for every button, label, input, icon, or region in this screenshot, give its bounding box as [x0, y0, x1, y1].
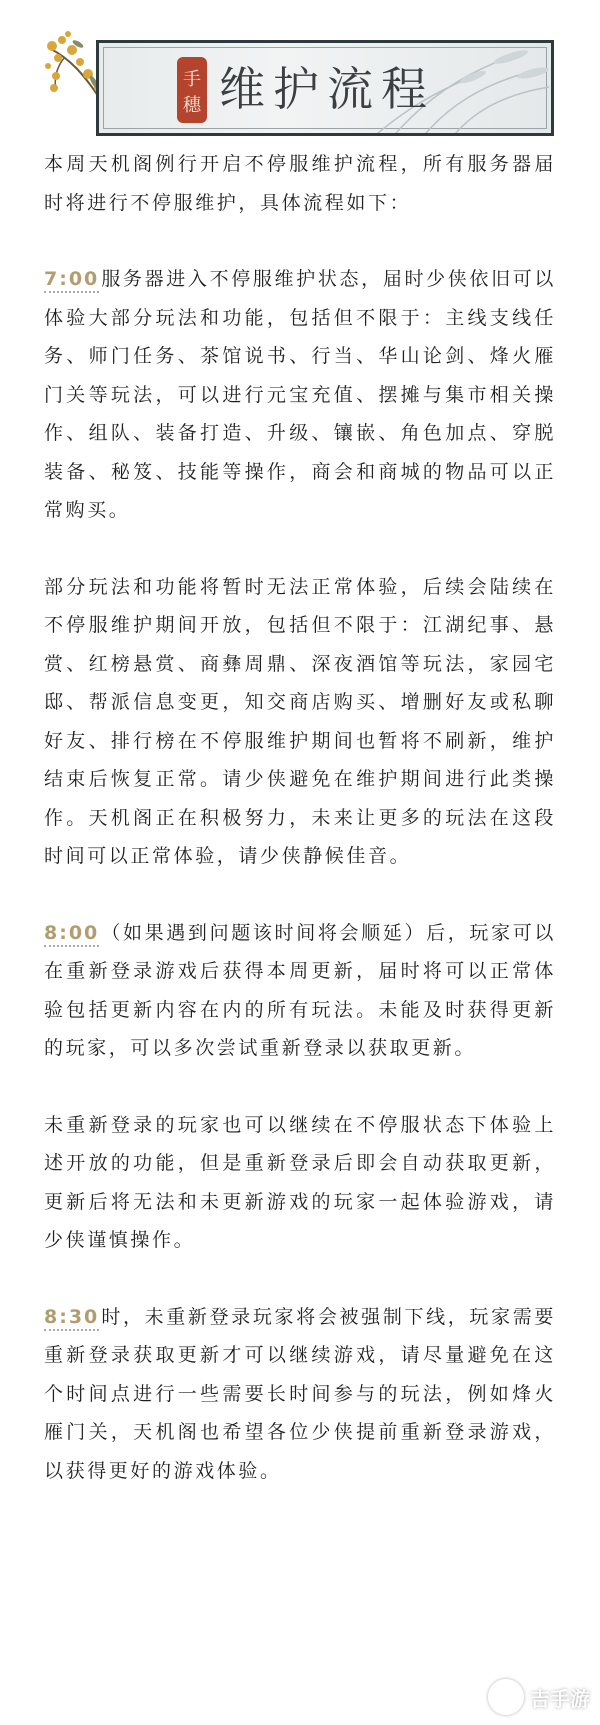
paragraph-text: 未重新登录的玩家也可以继续在不停服状态下体验上述开放的功能，但是重新登录后即会自动获取更新，更新后将无法和未更新游戏的玩家一起体验游戏，请少侠谨慎操作。 — [44, 1113, 556, 1251]
paragraph-partial-features — [44, 568, 556, 876]
time-label: 8:00 — [44, 922, 99, 947]
paragraph-8-30 — [44, 1298, 556, 1491]
paragraph-not-relogged — [44, 1106, 556, 1260]
paragraph-intro — [44, 145, 556, 222]
banner-frame — [96, 40, 554, 136]
banner-title: 维护流程 — [219, 62, 435, 116]
paragraph-text: （如果遇到问题该时间将会顺延）后，玩家可以在重新登录游戏后获得本周更新，届时将可以正常体验包括更新内容在内的所有玩法。未能及时获得更新的玩家，可以多次尝试重新登录以获取更新。 — [44, 921, 556, 1059]
time-label: 7:00 — [44, 268, 99, 293]
paragraph-text: 部分玩法和功能将暂时无法正常体验，后续会陆续在不停服维护期间开放，包括但不限于：江湖纪事、悬赏、红榜悬赏、商彝周鼎、深夜酒馆等玩法，家园宅邸、帮派信息变更，知交商店购买、增删好友或私聊好友、排行榜在不停服维护期间也暂将不刷新，维护结束后恢复正常。请少侠避免在维护期间进行此类操作。天机阁正在积极努力，未来让更多的玩法在这段时间可以正常体验，请少侠静候佳音。 — [44, 575, 556, 867]
article-body — [44, 145, 556, 1490]
paragraph-text: 服务器进入不停服维护状态，届时少侠依旧可以体验大部分玩法和功能，包括但不限于：主线支线任务、师门任务、茶馆说书、行当、华山论剑、烽火雁门关等玩法，可以进行元宝充值、摆摊与集市相关操作、组队、装备打造、升级、镶嵌、角色加点、穿脱装备、秘笈、技能等操作，商会和商城的物品可以正常购买。 — [44, 268, 556, 521]
svg-text:穗: 穗 — [183, 95, 201, 116]
paragraph-7-00 — [44, 260, 556, 530]
paragraph-text: 时，未重新登录玩家将会被强制下线，玩家需要重新登录获取更新才可以继续游戏，请尽量避免在这个时间点进行一些需要长时间参与的玩法，例如烽火雁门关，天机阁也希望各位少侠提前重新登录游戏，以获得更好的游戏体验。 — [44, 1305, 556, 1482]
watermark-logo-icon — [488, 1679, 524, 1715]
watermark-text: 吉手游 — [530, 1686, 590, 1711]
paragraph-text: 本周天机阁例行开启不停服维护流程，所有服务器届时将进行不停服维护，具体流程如下： — [44, 153, 556, 214]
svg-text:手: 手 — [183, 69, 201, 90]
paragraph-8-00 — [44, 914, 556, 1068]
time-label: 8:30 — [44, 1306, 99, 1331]
watermark — [488, 1679, 590, 1715]
seal-stamp-logo — [175, 55, 209, 125]
header-banner — [44, 38, 554, 138]
